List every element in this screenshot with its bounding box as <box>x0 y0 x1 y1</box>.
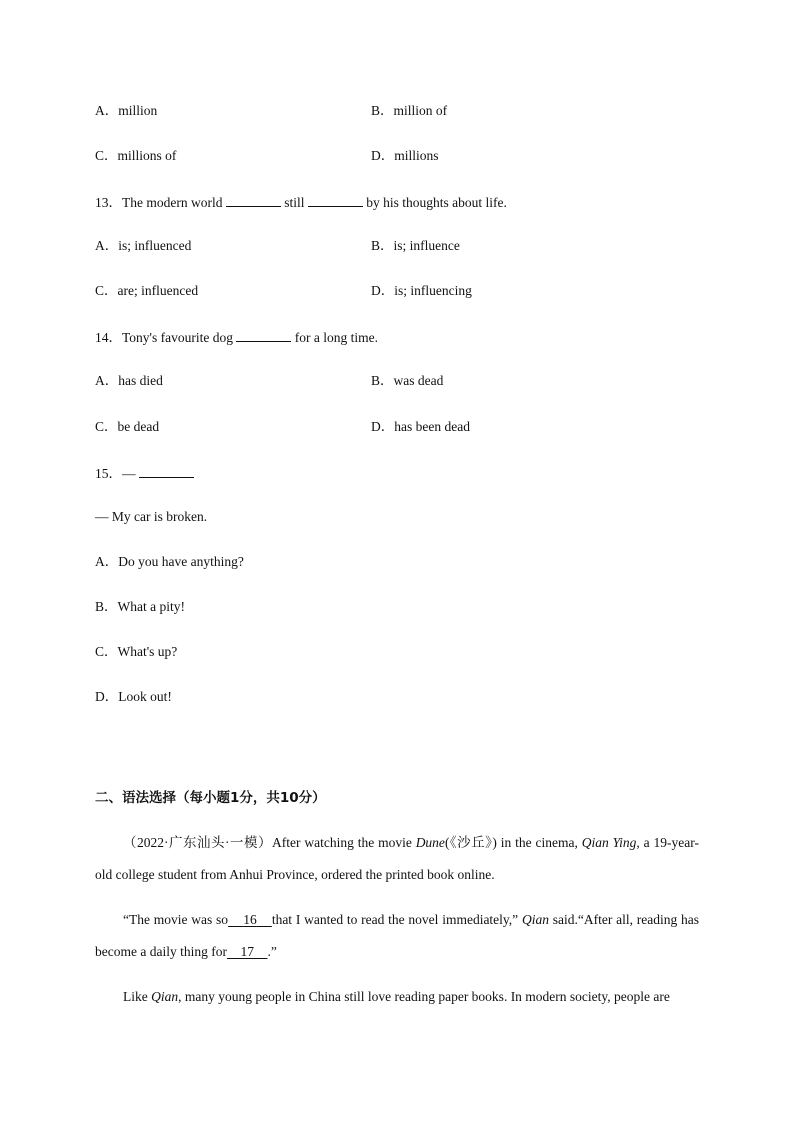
q12-option-d: D．millions <box>371 148 439 163</box>
q13-number: 13． <box>95 195 122 210</box>
q13-option-d: D．is; influencing <box>371 283 472 298</box>
q15-option-a: A．Do you have anything? <box>95 554 244 569</box>
q13-text-2: still <box>284 195 305 210</box>
p1-italic-title: Dune <box>415 835 445 850</box>
q15-blank <box>139 463 194 478</box>
p1-text-c: , a 19-year-old college student from Anhui Province, ordered the printed book online. <box>95 835 699 882</box>
passage-paragraph-1 <box>95 827 699 891</box>
p2-text-c: said.“After all, reading has become a daily thing for <box>95 912 700 959</box>
q14-option-a: A．has died <box>95 373 163 388</box>
q15-dash: — <box>122 466 136 481</box>
p3-italic-name: Qian <box>151 989 179 1004</box>
q15-option-d: D．Look out! <box>95 689 172 704</box>
q14-blank <box>236 327 291 342</box>
q14-number: 14． <box>95 330 122 345</box>
blank-16-number: 16 <box>243 912 257 927</box>
q12-option-c: C．millions of <box>95 148 177 163</box>
p1-text-b: (《沙丘》) in the cinema, <box>444 835 582 850</box>
blank-17-number: 17 <box>240 944 254 959</box>
p2-italic-name: Qian <box>521 912 549 927</box>
p2-text-a: “The movie was so <box>123 912 229 927</box>
q13-option-a: A．is; influenced <box>95 238 192 253</box>
q13-stem <box>95 192 507 212</box>
p3-text-a: Like <box>123 989 152 1004</box>
q15-number: 15． <box>95 466 122 481</box>
q13-blank-1 <box>226 192 281 207</box>
q14-text-1: Tony's favourite dog <box>122 330 233 345</box>
p2-text-b: that I wanted to read the novel immediately,” <box>271 912 522 927</box>
blank-16 <box>228 912 272 927</box>
q13-option-b: B．is; influence <box>371 238 460 253</box>
q12-option-a: A．million <box>95 103 158 118</box>
p3-text-b: , many young people in China still love reading paper books. In modern society, people are <box>178 989 670 1004</box>
q13-option-c: C．are; influenced <box>95 283 199 298</box>
q14-option-d: D．has been dead <box>371 419 470 434</box>
p1-italic-name: Qian Ying <box>581 835 637 850</box>
q15-option-b: B．What a pity! <box>95 599 185 614</box>
q14-option-c: C．be dead <box>95 419 160 434</box>
q12-option-b: B．million of <box>371 103 448 118</box>
q14-text-2: for a long time. <box>294 330 378 345</box>
q15-reply: — My car is broken. <box>95 509 208 524</box>
p1-text-a: （2022·广东汕头·一模）After watching the movie <box>123 835 416 850</box>
blank-17 <box>227 944 268 959</box>
q15-option-c: C．What's up? <box>95 644 178 659</box>
q14-option-b: B．was dead <box>371 373 444 388</box>
q15-stem <box>95 463 194 483</box>
q14-stem <box>95 327 378 347</box>
section-title: 二、语法选择（每小题1分，共10分） <box>95 790 326 806</box>
q13-blank-2 <box>308 192 363 207</box>
q13-text-3: by his thoughts about life. <box>366 195 507 210</box>
passage-paragraph-3 <box>95 981 699 1013</box>
q13-text-1: The modern world <box>122 195 223 210</box>
passage-paragraph-2 <box>95 904 699 968</box>
p2-text-d: .” <box>267 944 277 959</box>
